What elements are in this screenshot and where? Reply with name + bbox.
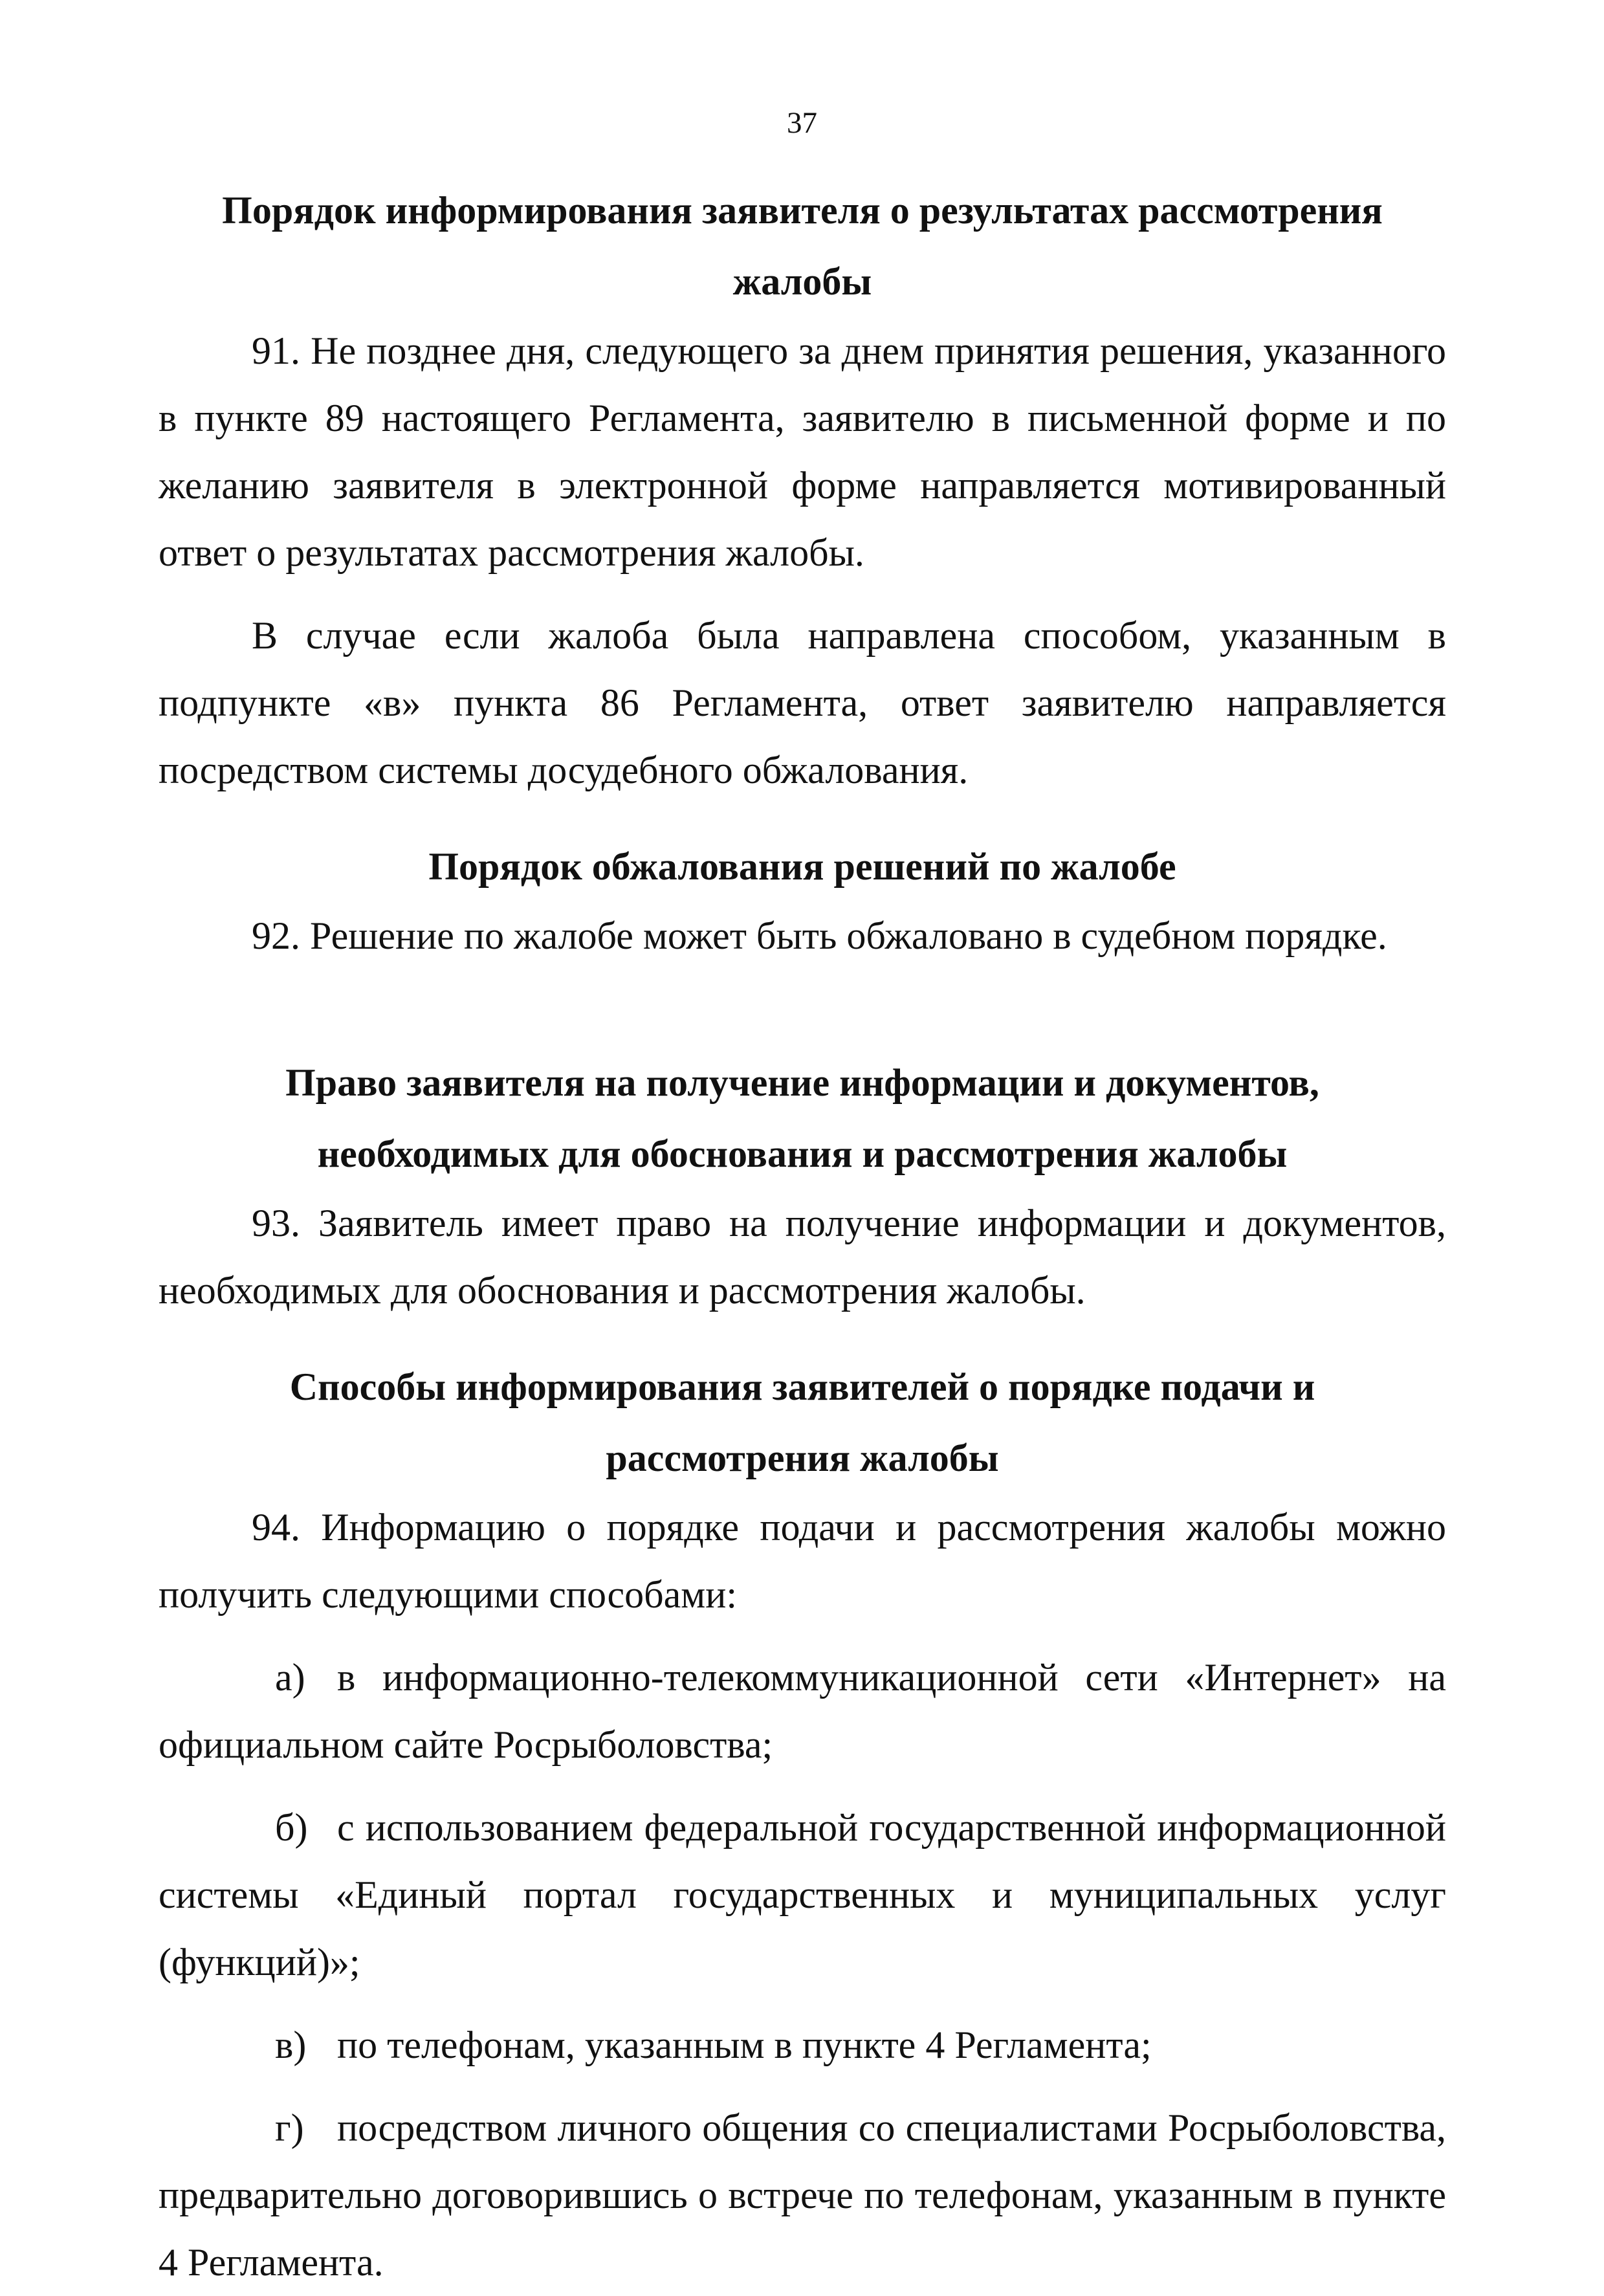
section-heading-appeal: [159, 831, 1446, 902]
section-heading-informing-result: [159, 175, 1446, 317]
heading-line: Право заявителя на получение информации и документов,: [285, 1061, 1319, 1104]
paragraph-94: 94. Информацию о порядке подачи и рассмотрения жалобы можно получить следующими способами:: [159, 1506, 1446, 1616]
paragraph-93: 93. Заявитель имеет право на получение информации и документов, необходимых для обоснования и рассмотрения жалобы.: [159, 1202, 1446, 1312]
heading-line: рассмотрения жалобы: [606, 1437, 999, 1479]
list-item-letter: в): [275, 2024, 307, 2066]
list-item-letter: г): [275, 2106, 304, 2149]
list-item-g: [159, 2094, 1446, 2296]
heading-line: необходимых для обоснования и рассмотрения жалобы: [317, 1132, 1288, 1175]
section-heading-ways-of-informing: [159, 1351, 1446, 1494]
list-item-letter: б): [275, 1806, 308, 1849]
paragraph-91: 91. Не позднее дня, следующего за днем принятия решения, указанного в пункте 89 настоящего Регламента, заявителю в письменной форме и по желанию заявителя в электронной форме направляется мотивированный ответ о результатах рассмотрения жалобы.: [159, 329, 1446, 574]
document-body: [159, 175, 1446, 2296]
section-heading-right-to-info: [159, 1047, 1446, 1189]
heading-line: жалобы: [732, 260, 872, 303]
list-item-text: с использованием федеральной государственной информационной системы «Единый портал государственных и муниципальных услуг (функций)»;: [159, 1806, 1446, 1983]
heading-line: Порядок обжалования решений по жалобе: [428, 845, 1176, 888]
list-item-a: [159, 1644, 1446, 1778]
paragraph-91-continuation: В случае если жалоба была направлена способом, указанным в подпункте «в» пункта 86 Регламента, ответ заявителю направляется посредством системы досудебного обжалования.: [159, 614, 1446, 791]
heading-line: Способы информирования заявителей о порядке подачи и: [289, 1365, 1315, 1408]
list-item-text: посредством личного общения со специалистами Росрыболовства, предварительно договорившись о встрече по телефонам, указанным в пункте 4 Регламента.: [159, 2106, 1446, 2284]
list-item-v: [159, 2011, 1446, 2079]
heading-line: Порядок информирования заявителя о результатах рассмотрения: [222, 189, 1383, 232]
page-number: 37: [787, 106, 817, 140]
paragraph-92: 92. Решение по жалобе может быть обжаловано в судебном порядке.: [252, 914, 1387, 957]
list-item-b: [159, 1794, 1446, 1996]
list-item-text: в информационно-телекоммуникационной сети «Интернет» на официальном сайте Росрыболовства;: [159, 1656, 1446, 1766]
list-item-letter: а): [275, 1656, 305, 1699]
list-item-text: по телефонам, указанным в пункте 4 Регламента;: [337, 2024, 1152, 2066]
